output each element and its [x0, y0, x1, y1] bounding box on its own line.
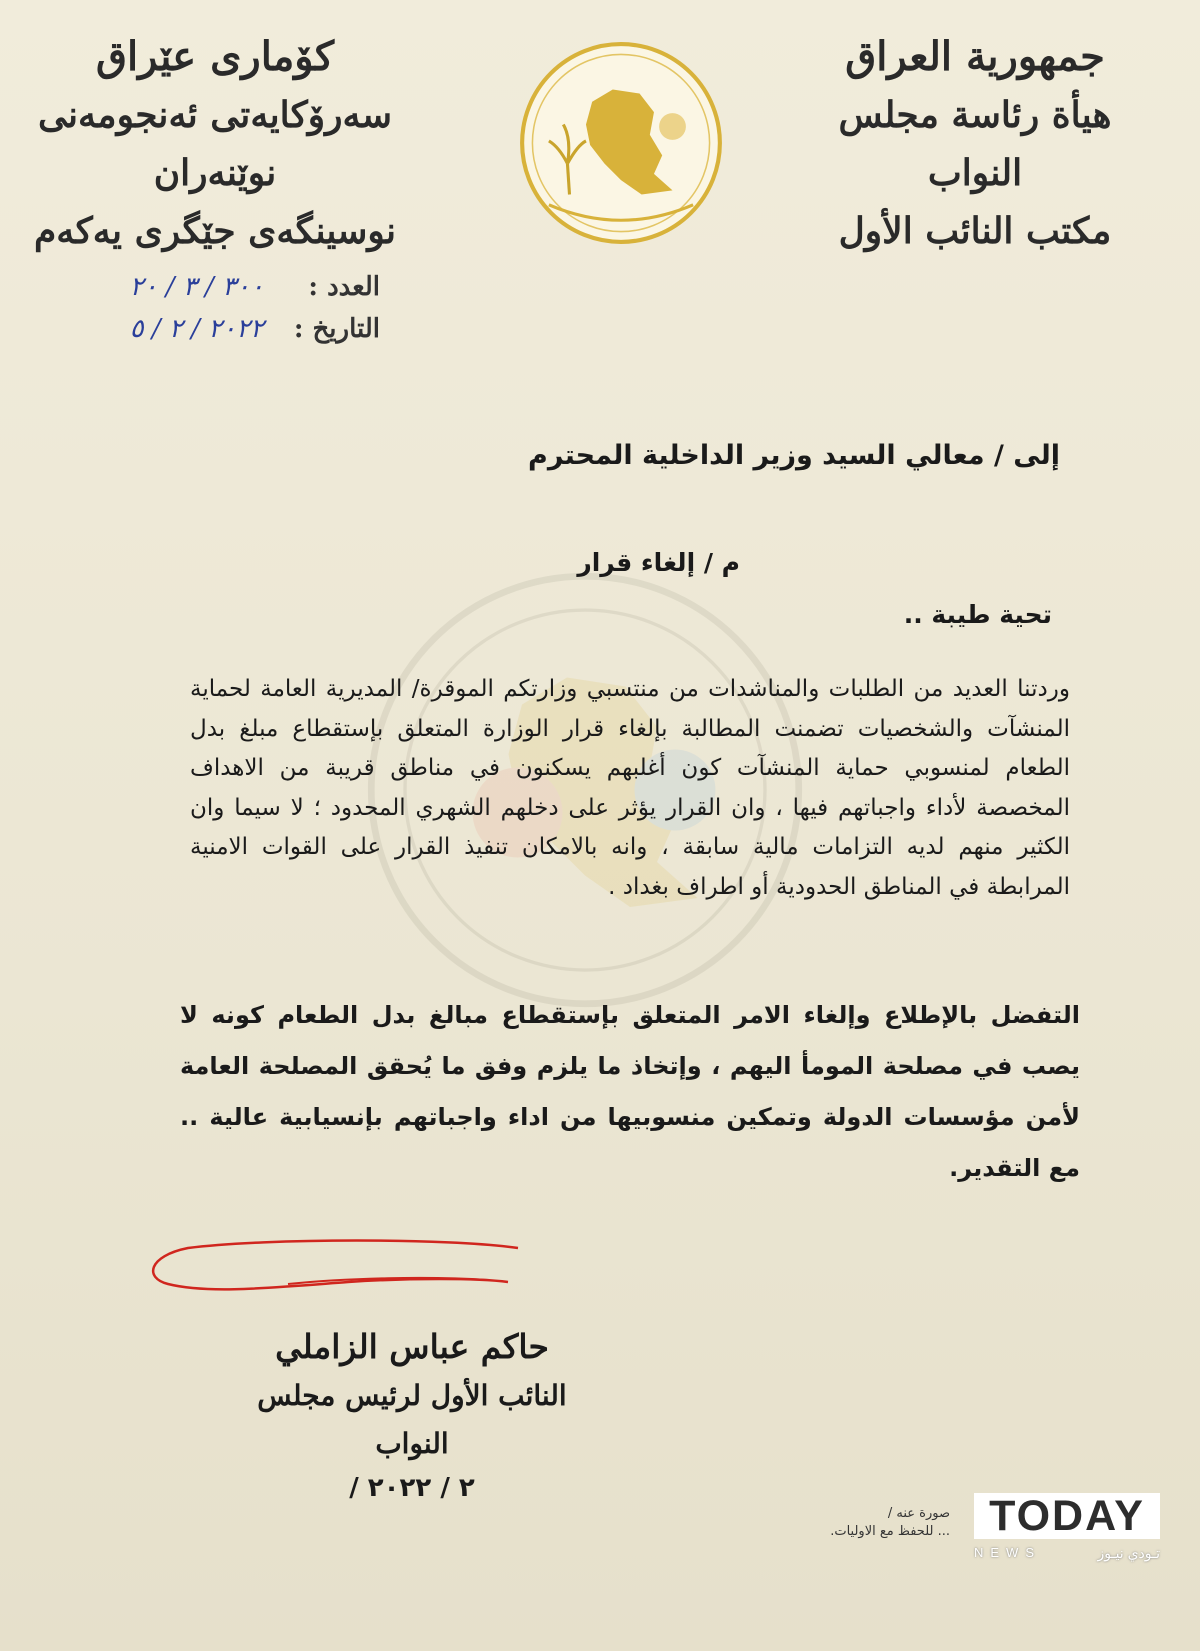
today-logo-news: NEWS [974, 1545, 1041, 1560]
header-kurdish-line3: نوسینگەی جێگری یەکەم [33, 210, 397, 252]
today-logo-box [974, 1493, 1160, 1539]
copy-note-line1: صورة عنه / [887, 1506, 950, 1521]
number-label: العدد : [308, 272, 380, 302]
signer-title: النائب الأول لرئيس مجلس النواب [257, 1379, 567, 1460]
letter-subject: م / إلغاء قرار [577, 548, 740, 577]
today-logo-arabic: تـودي نيـوز [1097, 1545, 1160, 1561]
letter-date-row [70, 314, 380, 356]
today-news-logo [974, 1493, 1160, 1562]
letter-meta [70, 272, 380, 356]
letter-recipient: إلى / معالي السيد وزير الداخلية المحترم [528, 440, 1060, 471]
today-logo-word: TODAY [989, 1491, 1145, 1540]
letter-greeting: تحية طيبة .. [903, 600, 1052, 629]
header-arabic [810, 28, 1140, 260]
letter-number-row [70, 272, 380, 314]
header-kurdish-line1: کۆماری عێراق [95, 33, 335, 80]
header-arabic-line1: جمهورية العراق [845, 33, 1105, 80]
header-arabic-line2: هيأة رئاسة مجلس النواب [838, 94, 1112, 194]
date-value: ٢٠٢٢ / ٢ / ٥ [129, 314, 264, 344]
number-value: ٣٠٠ / ٣ / ٢٠ [129, 272, 264, 302]
signature-block [232, 1322, 592, 1508]
letter-request: التفضل بالإطلاع وإلغاء الامر المتعلق بإستقطاع مبالغ بدل الطعام كونه لا يصب في مصلحة المومأ اليهم ، وإتخاذ ما يلزم وفق ما يُحقق المصلحة العامة لأمن مؤسسات الدولة وتمكين منسوبيها من اداء واجباتهم بإنسيابية عالية .. مع التقدير. [180, 1001, 1080, 1182]
copy-note-line2: ... للحفظ مع الاوليات. [830, 1524, 950, 1539]
date-label: التاريخ : [293, 314, 380, 344]
header-kurdish [30, 28, 400, 260]
parliament-emblem-icon [518, 40, 724, 246]
today-logo-subtitle [974, 1545, 1160, 1562]
copy-note [830, 1505, 950, 1541]
signer-name: حاكم عباس الزاملي [275, 1327, 549, 1366]
header-arabic-line3: مكتب النائب الأول [838, 210, 1112, 252]
letter-body: وردتنا العديد من الطلبات والمناشدات من منتسبي وزارتكم الموقرة/ المديرية العامة لحماية المنشآت والشخصيات تضمنت المطالبة بإلغاء قرار الوزارة المتعلق بإستقطاع مبلغ بدل الطعام لمنسوبي حماية المنشآت كون أغلبهم يسكنون في مناطق قريبة من الاهداف المخصصة لأداء واجباتهم فيها ، وان القرار يؤثر على دخلهم الشهري المحدود ؛ لا سيما وان الكثير منهم لديه التزامات مالية سابقة ، وانه بالامكان تنفيذ القرار على القوات الامنية المرابطة في المناطق الحدودية أو اطراف بغداد . [190, 676, 1070, 900]
header-kurdish-line2: سەرۆکایەتی ئەنجومەنی نوێنەران [37, 94, 392, 194]
signature-date: / ٢ / ٢٠٢٢ [349, 1473, 475, 1503]
